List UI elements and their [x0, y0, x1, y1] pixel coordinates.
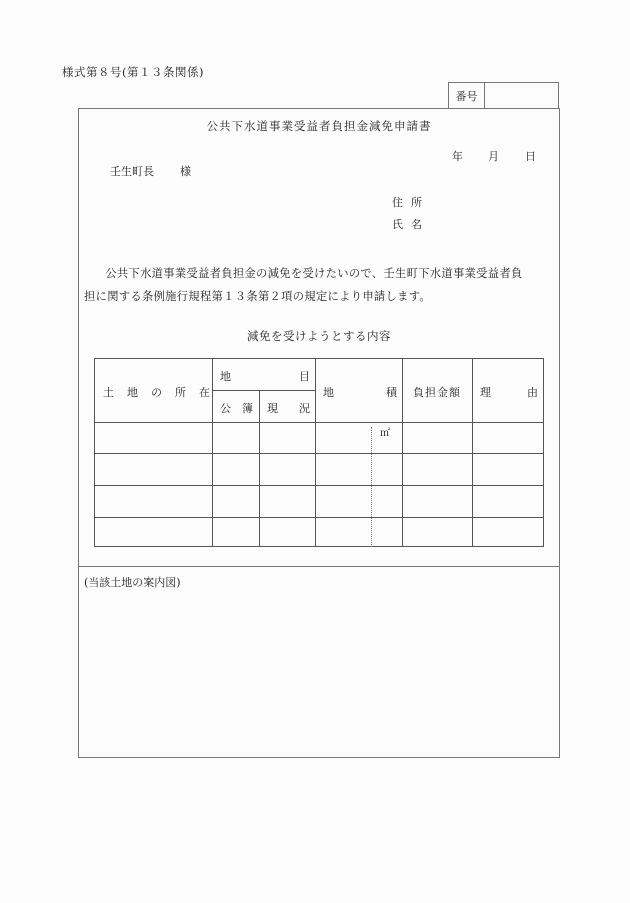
- row2-area[interactable]: [316, 454, 401, 484]
- date-month[interactable]: 月: [488, 150, 499, 163]
- row1-amount[interactable]: [403, 423, 471, 453]
- map-section-label: (当該土地の案内図): [84, 576, 181, 589]
- row4-location[interactable]: [96, 518, 211, 546]
- number-field[interactable]: [485, 83, 558, 108]
- section-divider: [78, 566, 560, 567]
- row2-registry[interactable]: [213, 454, 258, 484]
- row1-area[interactable]: [316, 423, 401, 453]
- row3-location[interactable]: [96, 486, 211, 516]
- row4-reason[interactable]: [473, 518, 543, 546]
- application-statement: [84, 262, 554, 308]
- addressee-name: 壬生町長: [110, 165, 154, 178]
- header-land-category-right: 目: [299, 370, 310, 383]
- row2-location[interactable]: [96, 454, 211, 484]
- exemption-table: [94, 358, 544, 547]
- row2-amount[interactable]: [403, 454, 471, 484]
- address-field[interactable]: [432, 194, 542, 208]
- date-year[interactable]: 年: [452, 150, 463, 163]
- row4-registry[interactable]: [213, 518, 258, 546]
- row2-current[interactable]: [260, 454, 314, 484]
- header-reason-right: 由: [527, 386, 538, 399]
- number-box: [448, 82, 559, 108]
- header-registry-right: 簿: [242, 402, 253, 415]
- statement-line-1: 公共下水道事業受益者負担金の減免を受けたいので、壬生町下水道事業受益者負: [105, 267, 523, 280]
- table-title: 減免を受けようとする内容: [247, 329, 391, 343]
- row4-amount[interactable]: [403, 518, 471, 546]
- row4-area[interactable]: [316, 518, 401, 546]
- row1-location[interactable]: [96, 423, 211, 453]
- map-area[interactable]: [80, 592, 558, 755]
- area-unit: ㎡: [380, 428, 390, 439]
- header-registry-left: 公: [220, 402, 231, 415]
- row3-reason[interactable]: [473, 486, 543, 516]
- name-field[interactable]: [432, 216, 542, 230]
- header-current-right: 況: [299, 402, 310, 415]
- header-reason-left: 理: [480, 386, 491, 399]
- header-area-left: 地: [323, 386, 334, 399]
- addressee-honorific: 様: [180, 165, 191, 178]
- address-label: 住所: [392, 196, 430, 209]
- document-title: 公共下水道事業受益者負担金減免申請書: [206, 119, 432, 133]
- row3-area[interactable]: [316, 486, 401, 516]
- name-label: 氏名: [392, 218, 430, 231]
- row-divider: [212, 390, 315, 391]
- row1-current[interactable]: [260, 423, 314, 453]
- date-day[interactable]: 日: [525, 150, 536, 163]
- row3-registry[interactable]: [213, 486, 258, 516]
- header-location: 土 地 の 所 在: [103, 386, 211, 399]
- header-amount: 負担金額: [413, 386, 461, 399]
- row3-amount[interactable]: [403, 486, 471, 516]
- number-label: 番号: [449, 83, 485, 108]
- row4-current[interactable]: [260, 518, 314, 546]
- header-area-right: 積: [386, 386, 397, 399]
- row2-reason[interactable]: [473, 454, 543, 484]
- row1-reason[interactable]: [473, 423, 543, 453]
- form-id: 様式第８号(第１３条関係): [62, 65, 204, 79]
- header-current-left: 現: [267, 402, 278, 415]
- row3-current[interactable]: [260, 486, 314, 516]
- row1-registry[interactable]: [213, 423, 258, 453]
- statement-line-2: 担に関する条例施行規程第１３条第２項の規定により申請します。: [84, 290, 432, 303]
- header-land-category-left: 地: [220, 370, 231, 383]
